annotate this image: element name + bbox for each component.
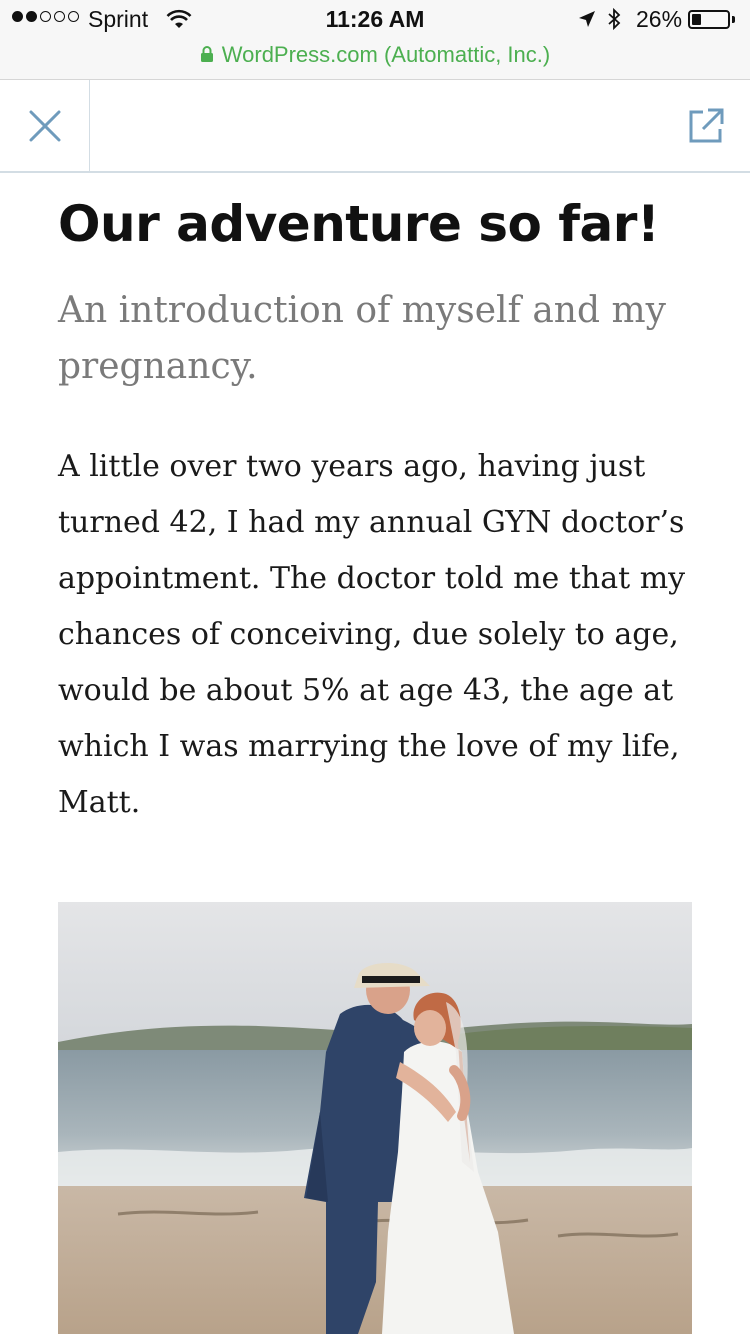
article xyxy=(58,173,698,831)
open-external-button[interactable] xyxy=(682,102,730,150)
battery-icon xyxy=(688,10,730,29)
article-subtitle: An introduction of myself and my pregnancy. xyxy=(58,290,666,387)
article-title: Our adventure so far! xyxy=(58,195,660,253)
close-button[interactable] xyxy=(0,80,90,171)
battery-percent: 26% xyxy=(636,6,683,32)
battery-cap xyxy=(732,16,735,23)
status-bar xyxy=(0,0,750,80)
location-arrow-icon xyxy=(577,9,597,29)
carrier-name: Sprint xyxy=(88,6,149,32)
site-identity[interactable] xyxy=(0,42,750,68)
article-paragraph: A little over two years ago, having just turned 42, I had my annual GYN doctor’s appointment. The doctor told me that my chances of conceiving, due solely to age, would be about 5% at age 43, the age at which I was marrying the love of my life, Matt. xyxy=(58,449,686,820)
lock-icon xyxy=(200,45,214,63)
external-link-icon xyxy=(686,106,726,146)
battery-fill xyxy=(692,14,701,25)
site-label: WordPress.com (Automattic, Inc.) xyxy=(221,42,551,67)
reader-toolbar xyxy=(0,80,750,173)
status-row xyxy=(0,6,750,36)
bluetooth-icon xyxy=(606,7,622,31)
wedding-beach-photo xyxy=(58,902,692,1334)
clock: 11:26 AM xyxy=(325,6,425,32)
article-photo[interactable] xyxy=(58,902,692,1334)
close-icon xyxy=(28,109,62,143)
